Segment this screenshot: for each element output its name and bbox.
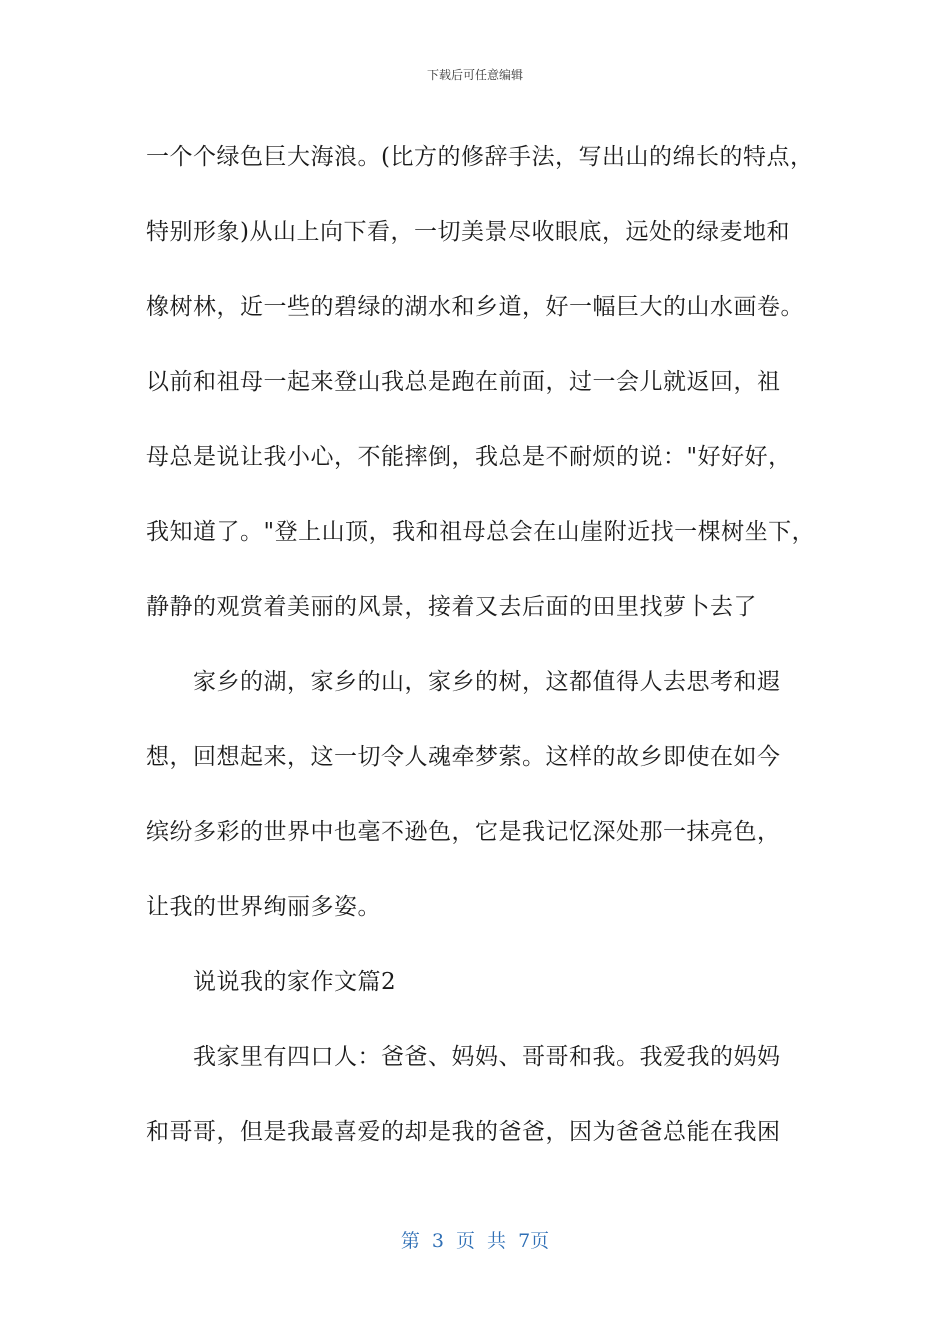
body-line: 以前和祖母一起来登山我总是跑在前面，过一会儿就返回，祖 (146, 369, 781, 395)
section-heading: 说说我的家作文篇2 (193, 969, 397, 995)
page-number-footer: 第 3 页 共 7页 (400, 1230, 550, 1252)
paragraph-start-line: 家乡的湖，家乡的山，家乡的树，这都值得人去思考和遐 (193, 669, 781, 695)
body-line: 特别形象)从山上向下看，一切美景尽收眼底，远处的绿麦地和 (146, 219, 790, 245)
paragraph-start-line: 我家里有四口人：爸爸、妈妈、哥哥和我。我爱我的妈妈 (193, 1044, 781, 1070)
body-line: 我知道了。"登上山顶，我和祖母总会在山崖附近找一棵树坐下， (146, 519, 816, 545)
body-line: 想，回想起来，这一切令人魂牵梦萦。这样的故乡即使在如今 (146, 744, 781, 770)
body-line: 一个个绿色巨大海浪。(比方的修辞手法，写出山的绵长的特点， (146, 144, 814, 170)
body-line: 母总是说让我小心，不能摔倒，我总是不耐烦的说："好好好， (146, 444, 792, 470)
document-body (146, 120, 826, 1170)
body-line: 缤纷多彩的世界中也毫不逊色，它是我记忆深处那一抹亮色， (146, 819, 781, 845)
body-line: 让我的世界绚丽多姿。 (146, 894, 381, 920)
body-line: 和哥哥，但是我最喜爱的却是我的爸爸，因为爸爸总能在我困 (146, 1119, 781, 1145)
body-line: 橡树林，近一些的碧绿的湖水和乡道，好一幅巨大的山水画卷。 (146, 294, 804, 320)
body-line: 静静的观赏着美丽的风景，接着又去后面的田里找萝卜去了 (146, 594, 757, 620)
page-header: 下载后可任意编辑 (426, 68, 523, 82)
